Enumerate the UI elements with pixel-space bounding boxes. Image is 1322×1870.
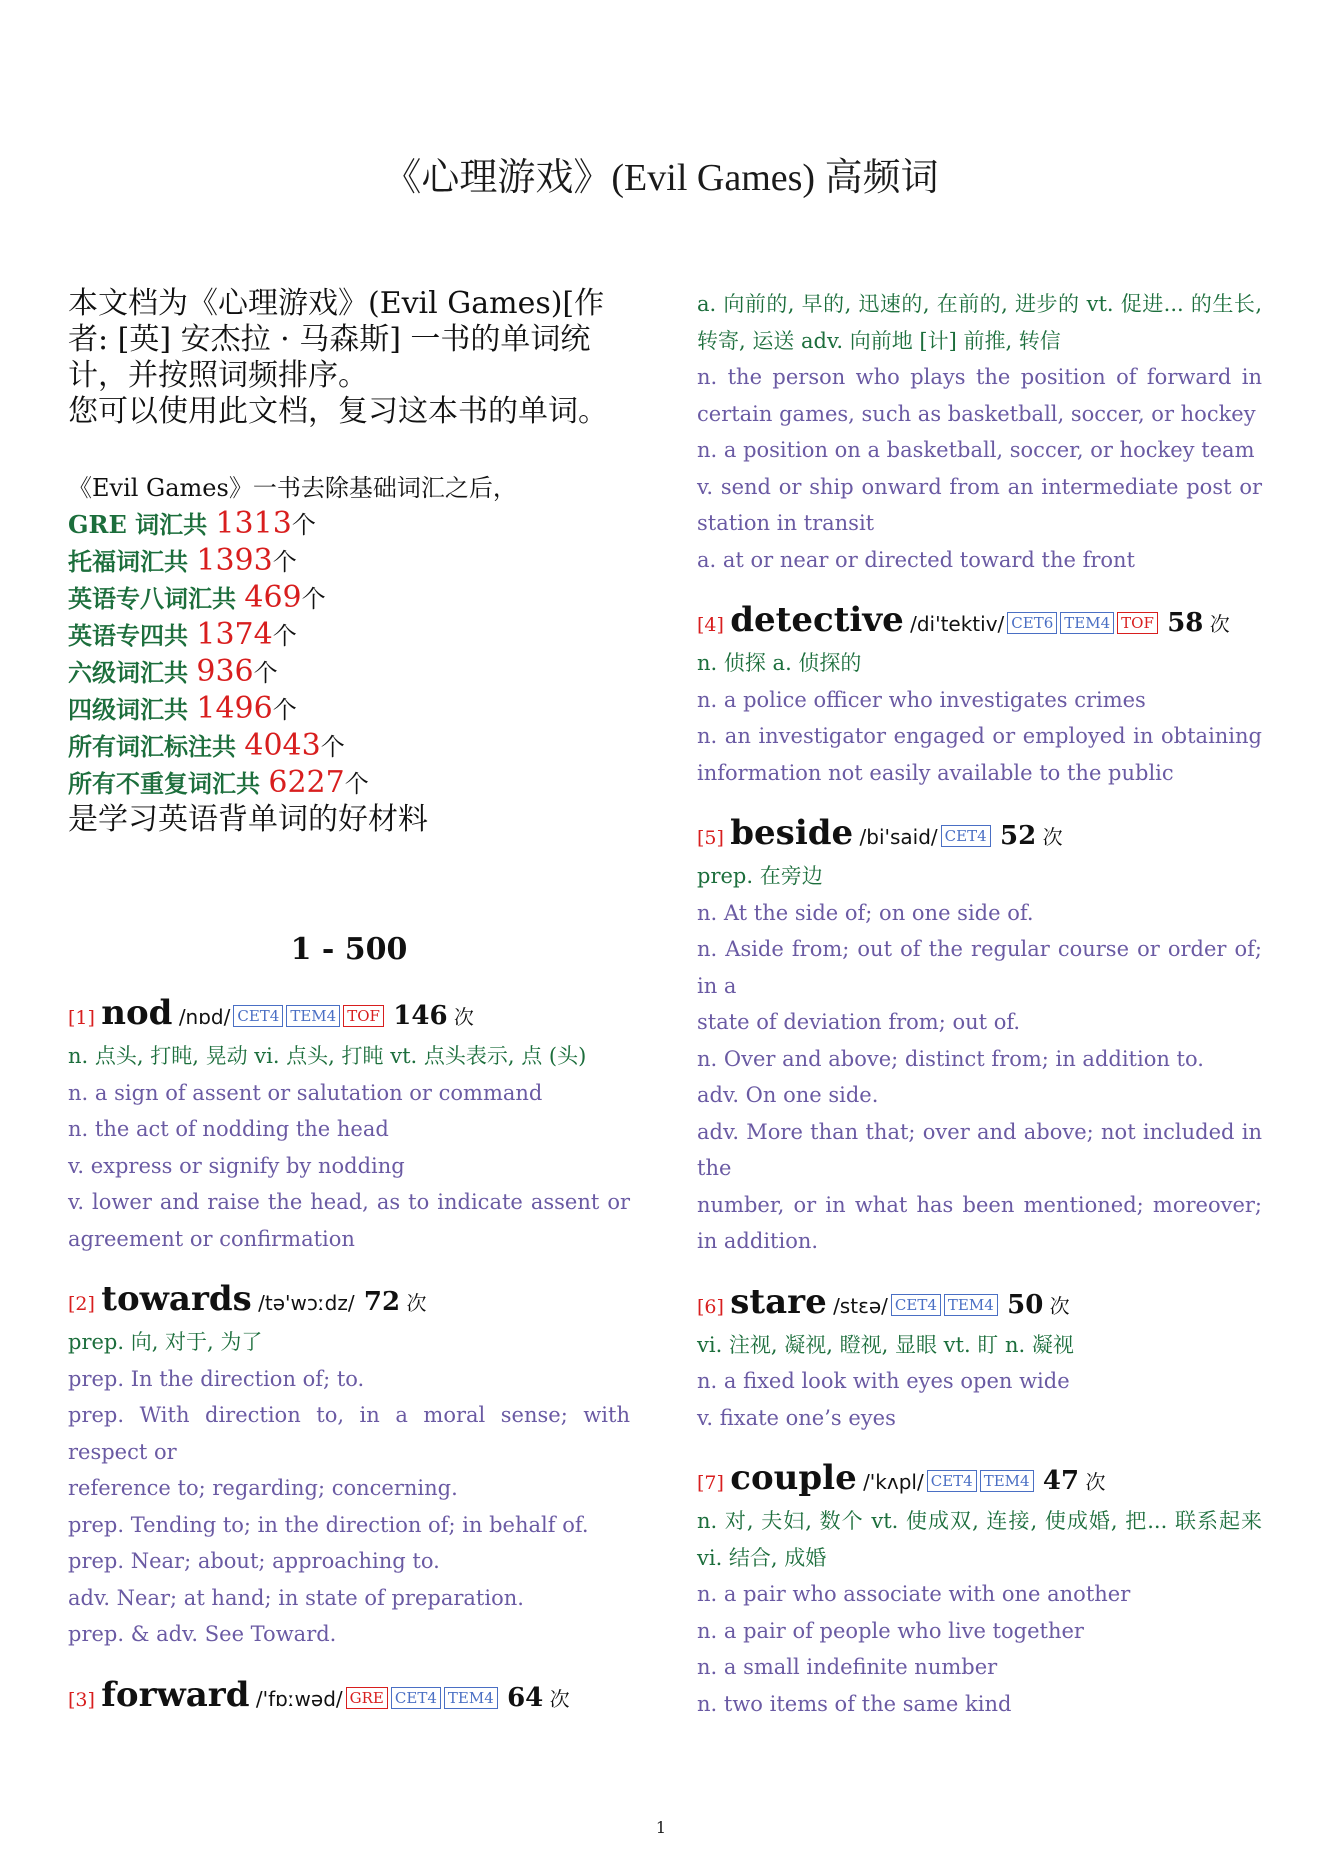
entry-word: couple [730,1458,857,1498]
english-definition: n. a fixed look with eyes open wide [697,1369,1070,1393]
right-entries [697,286,1262,1722]
word-entry [68,993,630,1257]
chinese-definition: n. 对, 夫妇, 数个 vt. 使成双, 连接, 使成婚, 把... 联系起来 vi. 结合, 成婚 [697,1509,1262,1570]
entry-index: [7] [697,1472,724,1494]
exam-tag: CET6 [1007,612,1057,634]
count-unit: 次 [1085,1470,1106,1494]
english-definition: n. a sign of assent or salutation or command [68,1080,543,1105]
chinese-definition: vi. 注视, 凝视, 瞪视, 显眼 vt. 盯 n. 凝视 [697,1332,1074,1357]
count-unit: 次 [453,1005,474,1029]
chinese-definition: prep. 在旁边 [697,864,823,888]
english-definition: prep. Tending to; in the direction of; in behalf of. [68,1512,589,1537]
stats-lead: 《Evil Games》一书去除基础词汇之后， [68,474,517,502]
stat-gre: GRE 词汇共 1313个 [68,506,316,541]
english-definition: prep. With direction to, in a moral sense; with respect or [68,1403,630,1464]
intro-line: 本文档为《心理游戏》(Evil Games)[作者: [英] 安杰拉 · 马森斯] 一书的单词统计，并按照词频排序。 [68,286,605,393]
word-entry [697,1282,1262,1437]
entry-index: [2] [68,1293,95,1315]
english-definition: n. Over and above; distinct from; in addition to. [697,1046,1204,1071]
english-definition: n. an investigator engaged or employed in obtaining information not easily available to the public [697,724,1262,785]
english-definition: adv. Near; at hand; in state of preparation. [68,1585,524,1610]
word-entry [68,1279,630,1653]
entry-count: 58 [1167,608,1204,638]
entry-word: forward [101,1674,250,1715]
entry-head [68,993,630,1038]
english-definition: adv. On one side. [697,1083,879,1107]
chinese-definition: prep. 向, 对于, 为了 [68,1330,263,1354]
exam-tag: TEM4 [286,1005,340,1027]
entry-index: [4] [697,614,724,636]
english-definition: prep. & adv. See Toward. [68,1622,337,1646]
exam-tag: CET4 [391,1687,441,1709]
entry-word: nod [101,993,173,1033]
english-definition: n. Aside from; out of the regular course or order of; in a [697,937,1262,998]
left-column [68,286,630,1720]
entry-phonetic: /'fɒːwəd/ [255,1686,343,1711]
entry-phonetic: /'kʌpl/ [863,1470,924,1494]
word-entry [697,286,1262,578]
english-definition: state of deviation from; out of. [697,1010,1021,1034]
exam-tag: TOF [1117,612,1158,634]
stat-cet4: 四级词汇共 1496个 [68,691,297,726]
entry-phonetic: /tə'wɔːdz/ [258,1291,355,1315]
count-unit: 次 [406,1291,427,1315]
stat-toefl: 托福词汇共 1393个 [68,543,297,578]
exam-tag: CET4 [233,1005,283,1027]
stat-all-tagged: 所有词汇标注共 4043个 [68,728,345,763]
entry-count: 64 [507,1682,544,1713]
entry-count: 47 [1042,1466,1080,1496]
english-definition: v. express or signify by nodding [68,1153,405,1178]
exam-tag: TEM4 [944,1294,998,1316]
entry-word: stare [730,1281,827,1322]
intro-text [68,286,630,430]
entry-index: [6] [697,1295,724,1318]
english-definition: n. the act of nodding the head [68,1117,389,1141]
entry-count: 52 [1000,821,1037,851]
entry-head [697,813,1262,858]
entry-head [697,1458,1262,1503]
chinese-definition: n. 侦探 a. 侦探的 [697,651,862,675]
english-definition: v. lower and raise the head, as to indicate assent or agreement or confirmation [68,1190,630,1251]
chinese-definition: n. 点头, 打盹, 晃动 vi. 点头, 打盹 vt. 点头表示, 点 (头) [68,1044,587,1068]
page-number: 1 [655,1818,667,1837]
count-unit: 次 [1049,1293,1070,1318]
word-entry [68,1675,630,1720]
exam-tag: CET4 [941,825,991,847]
word-entry [697,1458,1262,1722]
english-definition: v. fixate one’s eyes [697,1405,896,1430]
stats-block [68,470,630,838]
entry-head [68,1279,630,1324]
entry-count: 72 [363,1287,401,1317]
count-unit: 次 [1209,612,1230,636]
entry-count: 50 [1007,1289,1044,1320]
english-definition: v. send or ship onward from an intermediate post or station in transit [697,474,1262,535]
stats-tail: 是学习英语背单词的好材料 [68,802,428,837]
entry-word: beside [730,813,854,853]
count-unit: 次 [1042,825,1063,849]
english-definition: prep. In the direction of; to. [68,1366,365,1391]
exam-tag: CET4 [891,1294,941,1316]
english-definition: n. a pair who associate with one another [697,1582,1131,1606]
word-entry [697,813,1262,1260]
english-definition: prep. Near; about; approaching to. [68,1549,440,1573]
chinese-definition: a. 向前的, 早的, 迅速的, 在前的, 进步的 vt. 促进... 的生长, 转寄, 运送 adv. 向前地 [计] 前推, 转信 [697,292,1262,353]
entry-index: [5] [697,827,724,849]
entry-phonetic: /nɒd/ [178,1005,231,1029]
range-heading: 1 - 500 [290,932,408,967]
intro-line: 您可以使用此文档，复习这本书的单词。 [68,394,608,429]
exam-tag: CET4 [927,1470,977,1492]
entry-index: [1] [68,1007,95,1029]
left-entries [68,993,630,1720]
word-entry [697,600,1262,791]
stat-unique: 所有不重复词汇共 6227个 [68,765,369,800]
english-definition: n. a position on a basketball, soccer, or hockey team [697,438,1255,462]
entry-phonetic: /bi'said/ [859,825,938,849]
entry-word: detective [730,600,904,640]
english-definition: n. a small indefinite number [697,1655,998,1679]
english-definition: number, or in what has been mentioned; moreover; in addition. [697,1192,1262,1253]
english-definition: reference to; regarding; concerning. [68,1476,458,1500]
entry-head [697,600,1262,645]
page-title: 《心理游戏》(Evil Games) 高频词 [383,157,939,199]
entry-phonetic: /stɛə/ [833,1293,888,1318]
exam-tag: TOF [343,1005,384,1027]
entry-count: 146 [393,1001,448,1031]
english-definition: n. a police officer who investigates crimes [697,687,1146,712]
english-definition: adv. More than that; over and above; not included in the [697,1119,1262,1180]
right-column [697,286,1262,1744]
english-definition: n. two items of the same kind [697,1691,1012,1716]
exam-tag: TEM4 [1060,612,1114,634]
stat-tem4: 英语专四共 1374个 [68,617,297,652]
exam-tag: GRE [346,1687,388,1709]
count-unit: 次 [549,1686,570,1711]
english-definition: n. At the side of; on one side of. [697,900,1034,925]
english-definition: a. at or near or directed toward the front [697,547,1135,572]
english-definition: n. a pair of people who live together [697,1618,1084,1643]
entry-index: [3] [68,1688,95,1711]
english-definition: n. the person who plays the position of forward in certain games, such as basketball, soccer, or hockey [697,365,1262,426]
entry-head [697,1282,1262,1327]
stat-cet6: 六级词汇共 936个 [68,654,278,689]
exam-tag: TEM4 [980,1470,1034,1492]
stat-tem8: 英语专八词汇共 469个 [68,580,326,615]
entry-head [68,1675,630,1720]
entry-phonetic: /di'tektiv/ [910,612,1005,636]
entry-word: towards [101,1279,252,1319]
exam-tag: TEM4 [444,1687,498,1709]
